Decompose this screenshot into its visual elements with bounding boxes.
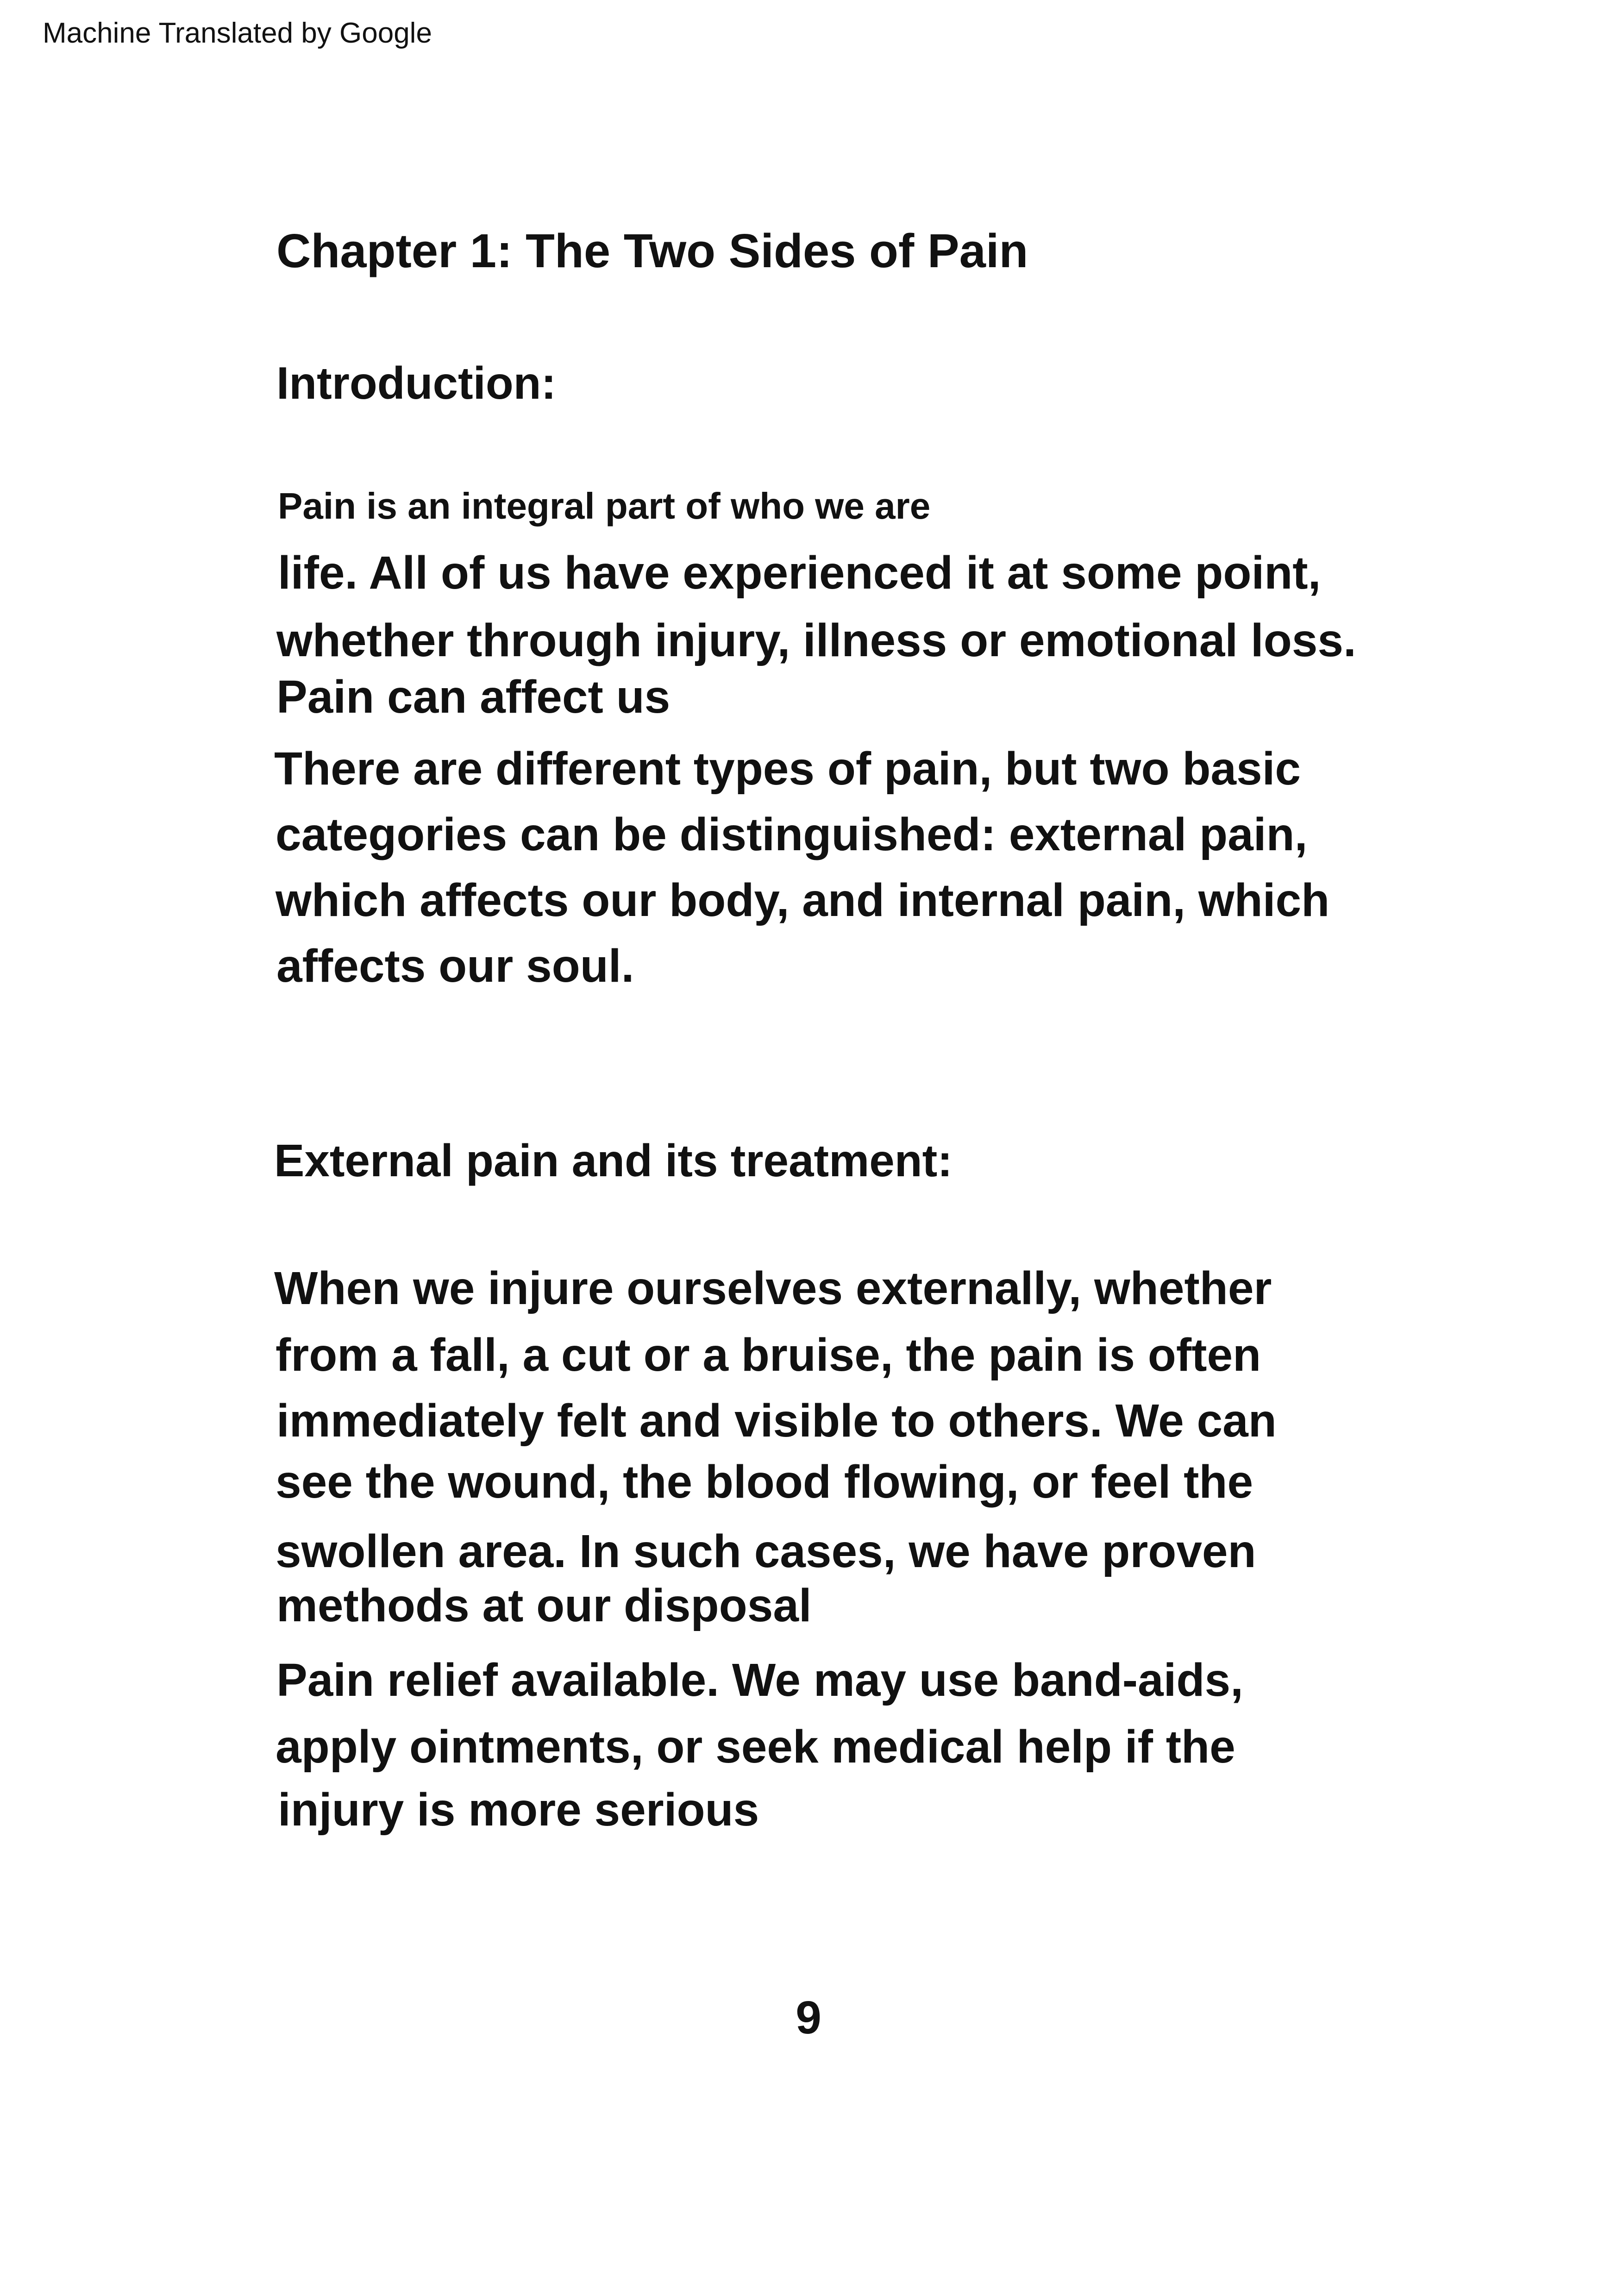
external-pain-line: from a fall, a cut or a bruise, the pain is often [276, 1329, 1261, 1381]
external-pain-line: immediately felt and visible to others. We can [276, 1395, 1277, 1447]
external-pain-heading: External pain and its treatment: [274, 1135, 953, 1186]
machine-translation-notice: Machine Translated by Google [43, 17, 432, 49]
introduction-line: categories can be distinguished: external pain, [276, 809, 1308, 860]
external-pain-line: methods at our disposal [276, 1580, 812, 1631]
external-pain-line: When we injure ourselves externally, whether [274, 1262, 1272, 1314]
page-number: 9 [796, 1992, 821, 2044]
external-pain-line: Pain relief available. We may use band-aids, [276, 1654, 1243, 1706]
introduction-line: which affects our body, and internal pain, which [276, 874, 1330, 926]
introduction-heading: Introduction: [276, 358, 557, 408]
external-pain-line: see the wound, the blood flowing, or feel the [276, 1456, 1253, 1508]
introduction-line: life. All of us have experienced it at some point, [278, 547, 1321, 599]
introduction-line: Pain is an integral part of who we are [278, 485, 931, 527]
introduction-line: whether through injury, illness or emotional loss. [276, 615, 1356, 666]
introduction-line: There are different types of pain, but two basic [274, 743, 1301, 795]
external-pain-line: apply ointments, or seek medical help if the [276, 1721, 1235, 1773]
external-pain-line: swollen area. In such cases, we have proven [276, 1525, 1256, 1577]
introduction-line: Pain can affect us [276, 671, 671, 723]
introduction-line: affects our soul. [276, 940, 634, 992]
external-pain-line: injury is more serious [278, 1784, 759, 1836]
chapter-title: Chapter 1: The Two Sides of Pain [276, 224, 1028, 277]
